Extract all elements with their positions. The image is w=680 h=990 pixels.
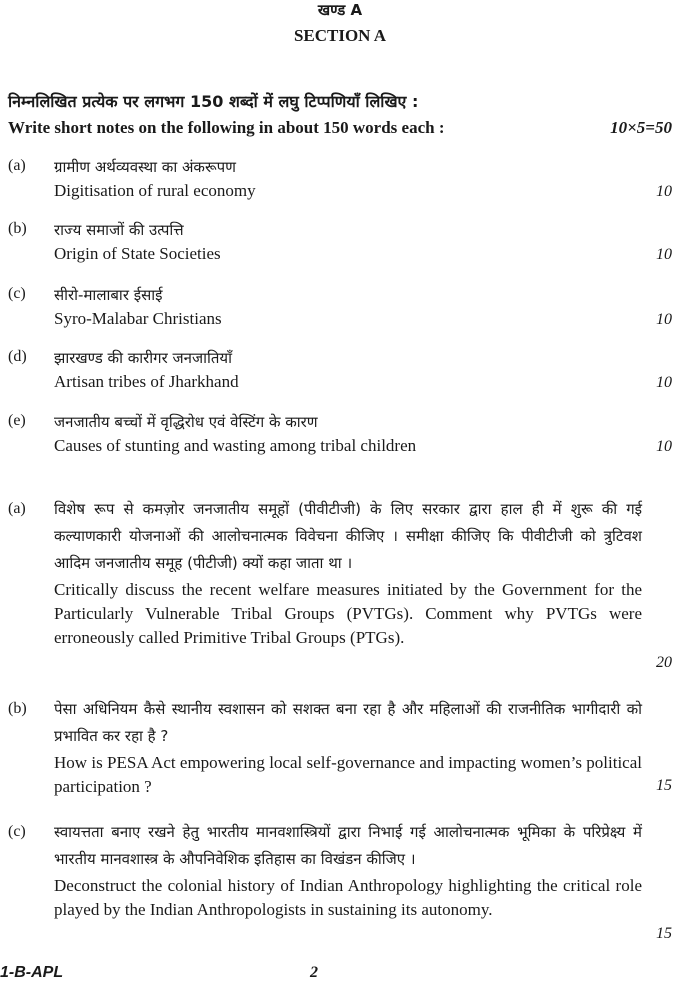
question-marks: 15 [656,777,672,794]
question-english: How is PESA Act empowering local self-governance and impacting women’s political participation ? [54,753,642,796]
question-english: Origin of State Societies [54,244,221,263]
question-hindi: पेसा अधिनियम कैसे स्थानीय स्वशासन को सशक्त बना रहा है और महिलाओं की राजनीतिक भागीदारी को प्रभावित कर रहा है ? [54,700,642,745]
question-label: (c) [8,285,26,302]
instruction-english: Write short notes on the following in about 150 words each : [8,118,445,137]
paper-code: 1-B-APL [0,964,64,981]
page-number: 2 [310,964,318,981]
question-label: (b) [8,700,27,717]
question-hindi: झारखण्ड की कारीगर जनजातियाँ [54,349,232,367]
question-label: (a) [8,500,26,517]
question-label: (c) [8,823,26,840]
question-hindi: जनजातीय बच्चों में वृद्धिरोध एवं वेस्टिंग के कारण [54,413,318,431]
question-hindi: स्वायत्तता बनाए रखने हेतु भारतीय मानवशास्त्रियों द्वारा निभाई गई आलोचनात्मक भूमिका के परिप्रेक्ष्य में भारतीय मानवशास्त्र के औपनिवेशिक इतिहास का विखंडन कीजिए । [54,823,642,868]
question-label: (b) [8,220,27,237]
question-hindi: विशेष रूप से कमज़ोर जनजातीय समूहों (पीवीटीजी) के लिए सरकार द्वारा हाल ही में शुरू की गई कल्याणकारी योजनाओं की आलोचनात्मक विवेचना कीजिए । समीक्षा कीजिए कि पीवीटीजी को त्रुटिवश आदिम जनजातीय समूह (पीटीजी) क्यों कहा जाता था । [54,500,642,572]
question-marks: 10 [656,438,672,455]
question-english: Causes of stunting and wasting among tribal children [54,436,417,455]
question-english: Digitisation of rural economy [54,181,256,200]
instruction-marks: 10×5=50 [610,118,672,137]
question-marks: 10 [656,311,672,328]
section-title-hindi: खण्ड A [317,1,363,19]
question-english: Critically discuss the recent welfare measures initiated by the Government for the Particularly Vulnerable Tribal Groups (PVTGs). Comment why PVTGs were erroneously called Primitive Tribal Groups (PTGs). [54,580,642,647]
question-label: (e) [8,412,26,429]
instruction-hindi: निम्नलिखित प्रत्येक पर लगभग 150 शब्दों में लघु टिप्पणियाँ लिखिए : [8,92,419,111]
section-title: SECTION A [293,26,387,45]
question-hindi: ग्रामीण अर्थव्यवस्था का अंकरूपण [54,158,236,176]
question-english: Artisan tribes of Jharkhand [54,372,239,391]
question-hindi: राज्य समाजों की उत्पत्ति [54,221,184,239]
question-marks: 20 [656,654,672,671]
question-hindi: सीरो-मालाबार ईसाई [54,286,163,304]
question-marks: 15 [656,925,672,942]
question-english: Deconstruct the colonial history of Indian Anthropology highlighting the critical role played by the Indian Anthropologists in sustaining its autonomy. [54,876,642,919]
question-marks: 10 [656,246,672,263]
question-english: Syro-Malabar Christians [54,309,222,328]
question-label: (a) [8,157,26,174]
question-marks: 10 [656,374,672,391]
question-marks: 10 [656,183,672,200]
question-label: (d) [8,348,27,365]
